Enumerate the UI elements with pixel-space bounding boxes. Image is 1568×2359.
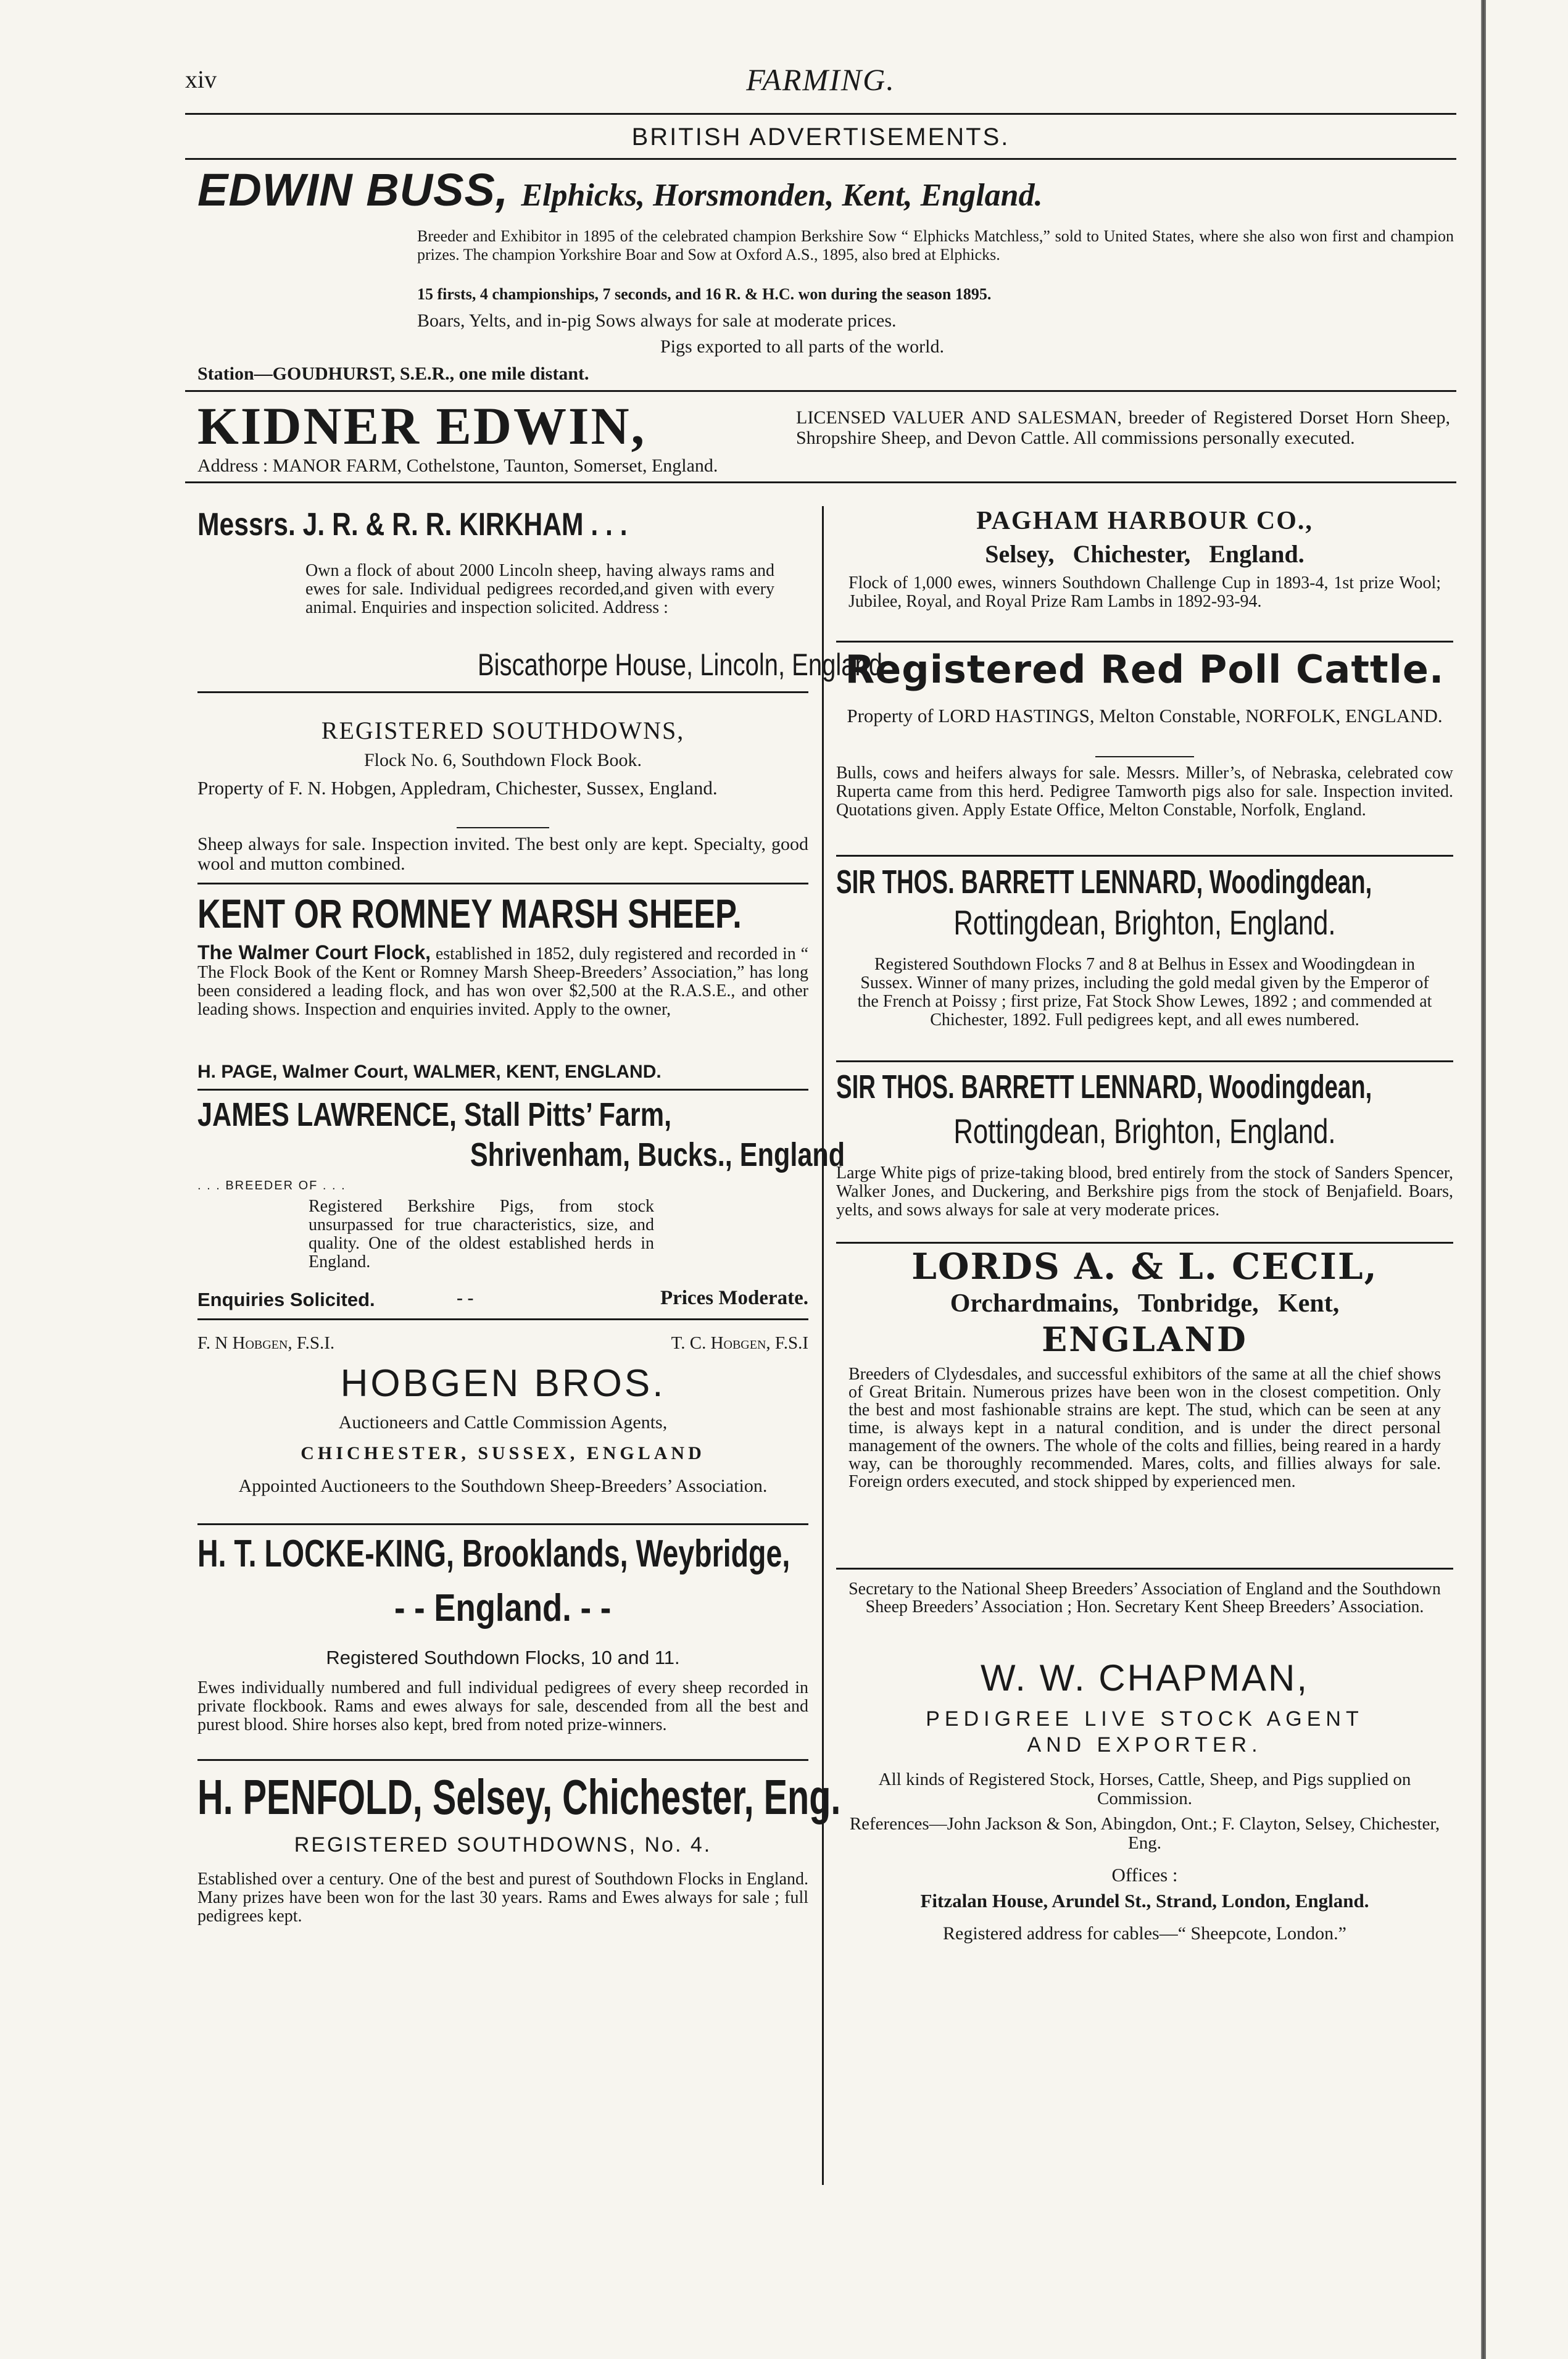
lawrence-rule xyxy=(197,1318,808,1320)
lennard2-line2-wrap xyxy=(836,1111,1453,1151)
kidner-rule xyxy=(185,481,1456,483)
buss-line1: Boars, Yelts, and in-pig Sows always for sale at moderate prices. xyxy=(417,310,897,331)
column-divider xyxy=(822,506,824,2185)
redpoll-title: Registered Red Poll Cattle. xyxy=(845,647,1445,692)
buss-name: EDWIN BUSS, xyxy=(197,164,509,215)
buss-station: Station—GOUDHURST, S.E.R., one mile distant. xyxy=(197,364,589,384)
penfold-sub: REGISTERED SOUTHDOWNS, No. 4. xyxy=(294,1833,712,1857)
chapman-title: W. W. CHAPMAN, xyxy=(980,1657,1309,1699)
redpoll-property: Property of LORD HASTINGS, Melton Constable, NORFOLK, ENGLAND. xyxy=(847,705,1443,726)
pagham-title: PAGHAM HARBOUR CO., xyxy=(976,507,1313,535)
lennard2-line1: SIR THOS. BARRETT LENNARD, Woodingdean, xyxy=(836,1068,1372,1105)
kirkham-place-wrap xyxy=(376,647,882,683)
header-rule xyxy=(185,113,1456,115)
lawrence-line1: JAMES LAWRENCE, Stall Pitts’ Farm, xyxy=(197,1096,672,1133)
hobgen-place: CHICHESTER, SUSSEX, ENGLAND xyxy=(301,1443,705,1463)
cecil-country: ENGLAND xyxy=(1042,1320,1248,1359)
hobgen-sub: Auctioneers and Cattle Commission Agents, xyxy=(338,1412,668,1433)
romney-text: established in 1852, duly registered and recorded in “ The Flock Book of the Kent or Romney Marsh Sheep-Breeders’ Association,” has long been considered a leading flock, and has won over $2,500 at the R.A.S.E., and other leading shows. Inspection and enquiries invited. Apply to the owner, xyxy=(197,944,808,1019)
chapman-secretary: Secretary to the National Sheep Breeders’ Association of England and the Southdown Sheep Breeders’ Association ; Hon. Secretary Kent Sheep Breeders’ Association. xyxy=(848,1579,1441,1616)
southdowns-property: Property of F. N. Hobgen, Appledram, Chichester, Sussex, England. xyxy=(197,777,718,799)
locke-text: Ewes individually numbered and full individual pedigrees of every sheep recorded in private flockbook. Rams and ewes always for sale, descended from all the best and purest blood. Shire horses also kept, bred from noted prize-winners. xyxy=(197,1678,808,1734)
page xyxy=(185,0,1456,2359)
kidner-text: LICENSED VALUER AND SALESMAN, breeder of Registered Dorset Horn Sheep, Shropshire Sheep, and Devon Cattle. All commissions personally executed. xyxy=(796,407,1450,448)
southdowns-text: Sheep always for sale. Inspection invited. The best only are kept. Specialty, good wool and mutton combined. xyxy=(197,834,808,874)
lawrence-enquiries: Enquiries Solicited. xyxy=(197,1289,375,1310)
lennard2-line2: Rottingdean, Brighton, England. xyxy=(953,1112,1336,1150)
chapman-offices: Fitzalan House, Arundel St., Strand, London, England. xyxy=(920,1890,1369,1912)
cecil-text: Breeders of Clydesdales, and successful exhibitors of the same at all the chief shows of Great Britain. Numerous prizes have been won in the closest competition. Only the best and most fashionable strains are kept. The stud, which can be seen at any time, is always kept in a natural condition, and is under the direct personal management of the owners. The whole of the colts and fillies, being reared in a hardy way, can be thoroughly recommended. Mares, colts, and fillies always for sale. Foreign orders executed, and stock shipped by experienced men. xyxy=(848,1365,1441,1491)
lennard2-text: Large White pigs of prize-taking blood, bred entirely from the stock of Sanders Spencer, Walker Jones, and Duckering, and Berkshire pigs from the stock of Benjafield. Boars, yelts, and sows always for sale at very moderate prices. xyxy=(836,1163,1453,1220)
buss-line2: Pigs exported to all parts of the world. xyxy=(660,336,944,357)
buss-rule xyxy=(185,390,1456,392)
lennard1-rule xyxy=(836,1060,1453,1062)
lawrence-line2: Shrivenham, Bucks., England xyxy=(470,1136,845,1173)
chapman-refs: References—John Jackson & Son, Abingdon, Ont.; F. Clayton, Selsey, Chichester, Eng. xyxy=(849,1814,1440,1853)
southdowns-title: REGISTERED SOUTHDOWNS, xyxy=(321,717,685,744)
kirkham-name: Messrs. J. R. & R. R. KIRKHAM . . . xyxy=(197,507,628,543)
kirkham-rule xyxy=(197,691,808,693)
romney-lead: The Walmer Court Flock, xyxy=(197,941,431,963)
kirkham-text: Own a flock of about 2000 Lincoln sheep, having always rams and ewes for sale. Individual pedigrees recorded,and given with every animal. Enquiries and inspection solicited. Address : xyxy=(305,561,774,617)
chapman-cable: Registered address for cables—“ Sheepcote, London.” xyxy=(943,1923,1346,1944)
penfold-title: H. PENFOLD, Selsey, Chichester, Eng. xyxy=(197,1770,841,1824)
cecil-rule xyxy=(836,1568,1453,1570)
romney-rule xyxy=(197,1089,808,1091)
section-title: BRITISH ADVERTISEMENTS. xyxy=(631,123,1010,151)
pagham-text: Flock of 1,000 ewes, winners Southdown Challenge Cup in 1893-4, 1st prize Wool; Jubilee, Royal, and Royal Prize Ram Lambs in 1892-93-94. xyxy=(848,573,1441,611)
romney-owner: H. PAGE, Walmer Court, WALMER, KENT, ENGLAND. xyxy=(197,1062,662,1082)
cecil-place: Orchardmains, Tonbridge, Kent, xyxy=(950,1289,1340,1318)
buss-address: Elphicks, Horsmonden, Kent, England. xyxy=(521,178,1043,213)
hobgen-title: HOBGEN BROS. xyxy=(340,1362,666,1405)
lawrence-prices: Prices Moderate. xyxy=(660,1287,808,1309)
pagham-rule xyxy=(836,641,1453,643)
page-edge-shadow xyxy=(1481,0,1486,2359)
lawrence-breeder: . . . BREEDER OF . . . xyxy=(197,1179,346,1192)
locke-line2: - - England. - - xyxy=(394,1587,612,1629)
lennard1-line2: Rottingdean, Brighton, England. xyxy=(953,903,1336,942)
page-number: xiv xyxy=(185,65,217,93)
lennard2-rule xyxy=(836,1242,1453,1244)
southdowns-short-rule xyxy=(457,827,549,828)
penfold-text: Established over a century. One of the best and purest of Southdown Flocks in England. Many prizes have been won for the last 30 years. Rams and Ewes always for sale ; full pedigrees kept. xyxy=(197,1870,808,1926)
hobgen-right-name: T. C. Hobgen, F.S.I xyxy=(671,1333,808,1353)
hobgen-text: Appointed Auctioneers to the Southdown Sheep-Breeders’ Association. xyxy=(238,1476,768,1496)
section-rule xyxy=(185,158,1456,160)
locke-rule xyxy=(197,1759,808,1761)
redpoll-text: Bulls, cows and heifers always for sale. Messrs. Miller’s, of Nebraska, celebrated cow Ruperta came from this herd. Pedigree Tamworth pigs also for sale. Inspection invited. Quotations given. Apply Estate Office, Melton Constable, Norfolk, England. xyxy=(836,763,1453,820)
lawrence-dash: - - xyxy=(457,1288,474,1308)
romney-title: KENT OR ROMNEY MARSH SHEEP. xyxy=(197,891,742,936)
kidner-address: Address : MANOR FARM, Cothelstone, Taunton, Somerset, England. xyxy=(197,456,718,476)
locke-flocks: Registered Southdown Flocks, 10 and 11. xyxy=(326,1647,680,1668)
lennard1-text: Registered Southdown Flocks 7 and 8 at Belhus in Essex and Woodingdean in Sussex. Winner of many prizes, including the gold medal given by the Emperor of the French at Poissy ; first prize, Fat Stock Show Lewes, 1892 ; and commended at Chichester, 1892. Full pedigrees kept, and all ewes numbered. xyxy=(857,955,1432,1030)
redpoll-short-rule xyxy=(1095,756,1194,757)
left-column xyxy=(197,506,882,1926)
running-title: FARMING. xyxy=(746,62,895,97)
lennard1-line2-wrap xyxy=(836,902,1453,942)
cecil-title: LORDS A. & L. CECIL, xyxy=(911,1246,1378,1288)
locke-line1: H. T. LOCKE-KING, Brooklands, Weybridge, xyxy=(197,1533,790,1575)
hobgen-rule xyxy=(197,1523,808,1525)
chapman-sub1: PEDIGREE LIVE STOCK AGENT xyxy=(926,1707,1364,1731)
locke-line2-wrap xyxy=(197,1586,808,1630)
kidner-name: KIDNER EDWIN, xyxy=(197,396,647,456)
chapman-sub2: AND EXPORTER. xyxy=(1027,1733,1263,1757)
buss-advert xyxy=(197,164,1043,216)
lawrence-text: Registered Berkshire Pigs, from stock unsurpassed for true characteristics, size, and quality. One of the oldest established herds in England. xyxy=(309,1197,654,1271)
hobgen-left-name: F. N Hobgen, F.S.I. xyxy=(197,1333,335,1353)
buss-prizes: 15 firsts, 4 championships, 7 seconds, and 16 R. & H.C. won during the season 1895. xyxy=(417,285,992,303)
southdowns-rule xyxy=(197,883,808,884)
kirkham-place: Biscathorpe House, Lincoln, England xyxy=(477,647,882,682)
southdowns-flock: Flock No. 6, Southdown Flock Book. xyxy=(363,750,642,770)
buss-text: Breeder and Exhibitor in 1895 of the celebrated champion Berkshire Sow “ Elphicks Matchless,” sold to United States, where she also won first and champion prizes. The champion Yorkshire Boar and Sow at Oxford A.S., 1895, also bred at Elphicks. xyxy=(417,227,1454,264)
lawrence-line2-wrap xyxy=(376,1136,845,1174)
chapman-text: All kinds of Registered Stock, Horses, Cattle, Sheep, and Pigs supplied on Commission. xyxy=(878,1770,1411,1808)
chapman-offices-label: Offices : xyxy=(1111,1864,1178,1886)
pagham-place: Selsey, Chichester, England. xyxy=(985,540,1305,568)
redpoll-rule xyxy=(836,855,1453,857)
lennard1-line1: SIR THOS. BARRETT LENNARD, Woodingdean, xyxy=(836,863,1372,901)
